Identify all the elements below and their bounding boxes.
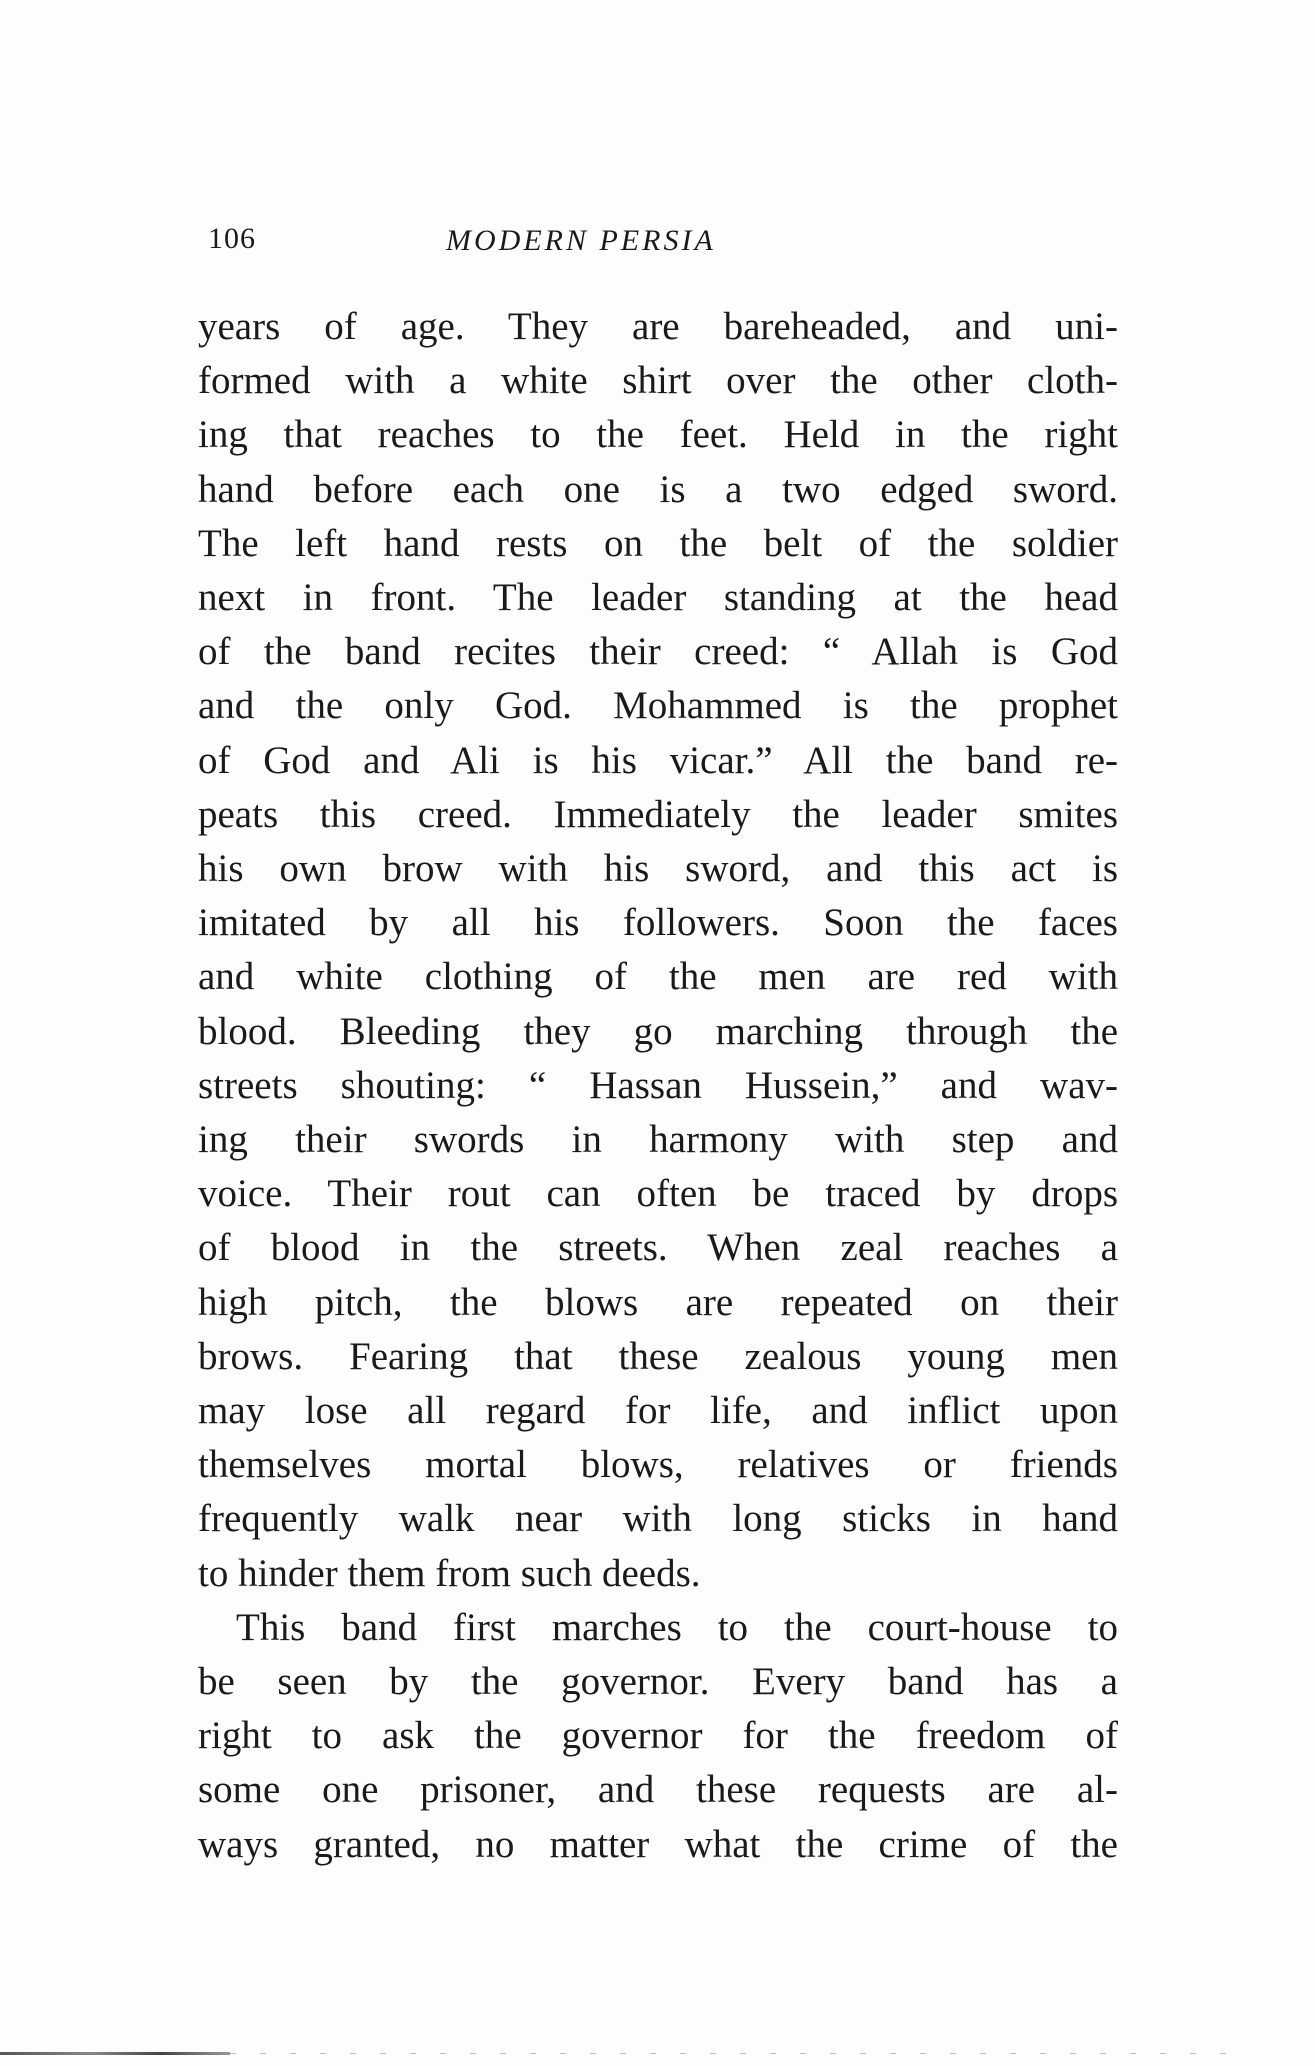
scan-edge-dark xyxy=(0,2052,230,2055)
page-number: 106 xyxy=(208,222,256,255)
text-line: frequently walk near with long sticks in hand xyxy=(198,1497,1118,1541)
text-line: The left hand rests on the belt of the soldier xyxy=(198,521,1118,565)
text-line: years of age. They are bareheaded, and uni- xyxy=(198,305,1118,348)
text-line: This band first marches to the court-house to xyxy=(236,1605,1118,1649)
text-line: imitated by all his followers. Soon the faces xyxy=(198,901,1118,945)
text-line: to hinder them from such deeds. xyxy=(198,1551,701,1595)
text-line: of God and Ali is his vicar.” All the band re- xyxy=(198,738,1118,782)
text-line: hand before each one is a two edged sword. xyxy=(198,467,1118,511)
text-line: right to ask the governor for the freedom of xyxy=(198,1714,1118,1758)
text-line: of the band recites their creed: “ Allah is God xyxy=(198,630,1118,674)
text-line: formed with a white shirt over the other cloth- xyxy=(198,359,1118,403)
text-line: next in front. The leader standing at the head xyxy=(198,576,1118,620)
text-line: and white clothing of the men are red with xyxy=(198,955,1118,999)
body-text xyxy=(198,300,1118,1872)
text-line: may lose all regard for life, and inflict upon xyxy=(198,1389,1118,1433)
text-line: ing their swords in harmony with step and xyxy=(198,1118,1118,1162)
text-line: his own brow with his sword, and this act is xyxy=(198,847,1118,891)
text-line: ing that reaches to the feet. Held in the right xyxy=(198,413,1118,457)
paragraph-2 xyxy=(198,1601,1118,1872)
text-line: voice. Their rout can often be traced by drops xyxy=(198,1172,1118,1216)
scan-edge-rule xyxy=(0,2038,1315,2066)
text-line: blood. Bleeding they go marching through the xyxy=(198,1009,1118,1053)
text-line: ways granted, no matter what the crime of the xyxy=(198,1822,1118,1866)
text-line: brows. Fearing that these zealous young men xyxy=(198,1334,1118,1378)
text-line: be seen by the governor. Every band has a xyxy=(198,1660,1118,1704)
book-title: MODERN PERSIA xyxy=(446,224,716,257)
text-line: high pitch, the blows are repeated on their xyxy=(198,1280,1118,1324)
paragraph-1 xyxy=(198,300,1118,1601)
text-line: and the only God. Mohammed is the prophet xyxy=(198,684,1118,728)
text-line: streets shouting: “ Hassan Hussein,” and wav- xyxy=(198,1063,1118,1107)
text-line: of blood in the streets. When zeal reaches a xyxy=(198,1226,1118,1270)
text-line: peats this creed. Immediately the leader smites xyxy=(198,792,1118,836)
text-line: themselves mortal blows, relatives or friends xyxy=(198,1443,1118,1487)
running-head xyxy=(208,222,1108,266)
text-line: some one prisoner, and these requests are al- xyxy=(198,1768,1118,1812)
scan-edge-faint xyxy=(230,2053,1230,2054)
